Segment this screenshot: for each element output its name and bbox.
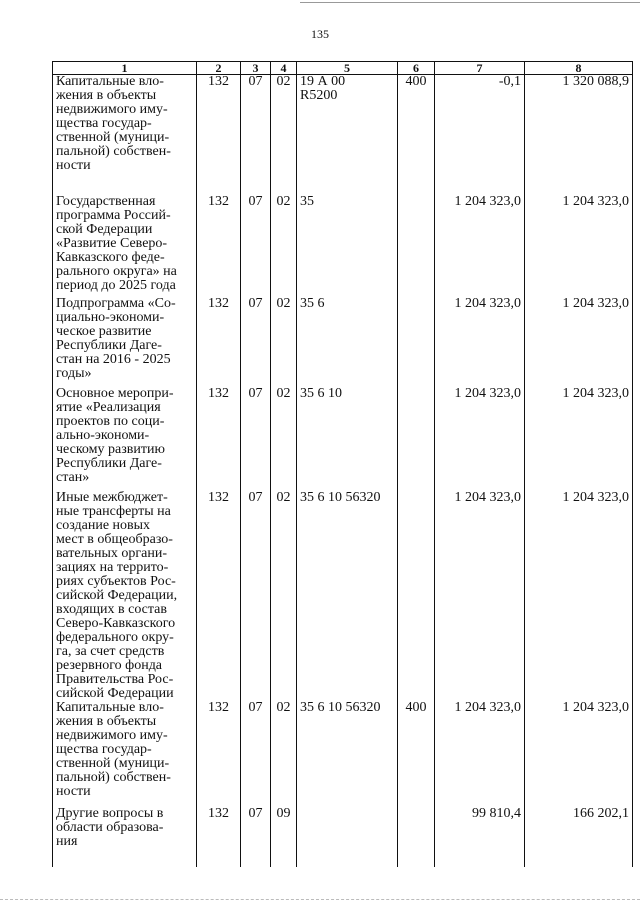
cell-admin-code: 132 [197, 491, 241, 701]
cell-amount-col7: -0,1 [435, 75, 525, 195]
cell-section: 07 [241, 701, 271, 807]
cell-target-article: 19 А 00 R5200 [297, 75, 398, 195]
cell-target-article: 35 [297, 195, 398, 297]
cell-target-article: 35 6 [297, 297, 398, 387]
cell-name: Подпрограмма «Со- циально-экономи- ческое развитие Республики Даге- стан на 2016 - 2025 годы» [53, 297, 197, 387]
cell-name: Другие вопросы в области образова- ния [53, 807, 197, 867]
cell-section: 07 [241, 195, 271, 297]
cell-amount-col7: 99 810,4 [435, 807, 525, 867]
cell-amount-col8: 1 204 323,0 [525, 195, 633, 297]
header-col-4: 4 [271, 62, 297, 75]
cell-expense-type [398, 807, 435, 867]
budget-table [52, 61, 633, 867]
top-edge-line [300, 2, 640, 3]
header-col-6: 6 [398, 62, 435, 75]
cell-admin-code: 132 [197, 807, 241, 867]
bottom-edge-line [0, 899, 640, 900]
cell-amount-col8: 1 320 088,9 [525, 75, 633, 195]
cell-section: 07 [241, 387, 271, 491]
header-col-5: 5 [297, 62, 398, 75]
header-col-7: 7 [435, 62, 525, 75]
cell-name: Иные межбюджет- ные трансферты на создание новых мест в общеобразо- вательных органи- зациях на террито- риях субъектов Рос- сийской Федерации, входящих в состав Северо-Кавказского федерального окру- га, за счет средств резервного фонда Правительства Рос- сийской Федерации [53, 491, 197, 701]
cell-amount-col8: 166 202,1 [525, 807, 633, 867]
header-col-3: 3 [241, 62, 271, 75]
cell-section: 07 [241, 807, 271, 867]
cell-subsection: 02 [271, 75, 297, 195]
cell-expense-type: 400 [398, 701, 435, 807]
cell-admin-code: 132 [197, 297, 241, 387]
table-body [53, 75, 633, 867]
cell-section: 07 [241, 297, 271, 387]
cell-amount-col7: 1 204 323,0 [435, 297, 525, 387]
header-col-8: 8 [525, 62, 633, 75]
table-row [53, 807, 633, 867]
cell-expense-type [398, 387, 435, 491]
table-row [53, 297, 633, 387]
cell-name: Основное меропри- ятие «Реализация проектов по соци- ально-экономи- ческому развитию Республики Даге- стан» [53, 387, 197, 491]
cell-target-article: 35 6 10 56320 [297, 491, 398, 701]
header-col-2: 2 [197, 62, 241, 75]
cell-name: Капитальные вло- жения в объекты недвижимого иму- щества государ- ственной (муници- пальной) собствен- ности [53, 701, 197, 807]
cell-subsection: 02 [271, 491, 297, 701]
cell-amount-col7: 1 204 323,0 [435, 491, 525, 701]
cell-admin-code: 132 [197, 701, 241, 807]
cell-section: 07 [241, 75, 271, 195]
cell-subsection: 09 [271, 807, 297, 867]
cell-name: Государственная программа Россий- ской Федерации «Развитие Северо- Кавказского феде- рального округа» на период до 2025 года [53, 195, 197, 297]
cell-admin-code: 132 [197, 195, 241, 297]
cell-amount-col7: 1 204 323,0 [435, 387, 525, 491]
cell-amount-col7: 1 204 323,0 [435, 701, 525, 807]
cell-section: 07 [241, 491, 271, 701]
cell-expense-type: 400 [398, 75, 435, 195]
table-row [53, 387, 633, 491]
header-col-1: 1 [53, 62, 197, 75]
cell-expense-type [398, 195, 435, 297]
cell-subsection: 02 [271, 701, 297, 807]
cell-target-article: 35 6 10 56320 [297, 701, 398, 807]
cell-amount-col8: 1 204 323,0 [525, 701, 633, 807]
table-row [53, 75, 633, 195]
cell-amount-col8: 1 204 323,0 [525, 387, 633, 491]
cell-admin-code: 132 [197, 75, 241, 195]
cell-subsection: 02 [271, 387, 297, 491]
table-row [53, 701, 633, 807]
cell-name: Капитальные вло- жения в объекты недвижимого иму- щества государ- ственной (муници- пальной) собствен- ности [53, 75, 197, 195]
cell-subsection: 02 [271, 297, 297, 387]
header-row [53, 62, 633, 75]
cell-admin-code: 132 [197, 387, 241, 491]
table-row [53, 491, 633, 701]
cell-expense-type [398, 491, 435, 701]
cell-subsection: 02 [271, 195, 297, 297]
cell-amount-col8: 1 204 323,0 [525, 491, 633, 701]
cell-amount-col7: 1 204 323,0 [435, 195, 525, 297]
page-number: 135 [311, 27, 329, 41]
cell-amount-col8: 1 204 323,0 [525, 297, 633, 387]
cell-target-article [297, 807, 398, 867]
cell-expense-type [398, 297, 435, 387]
cell-target-article: 35 6 10 [297, 387, 398, 491]
table-row [53, 195, 633, 297]
